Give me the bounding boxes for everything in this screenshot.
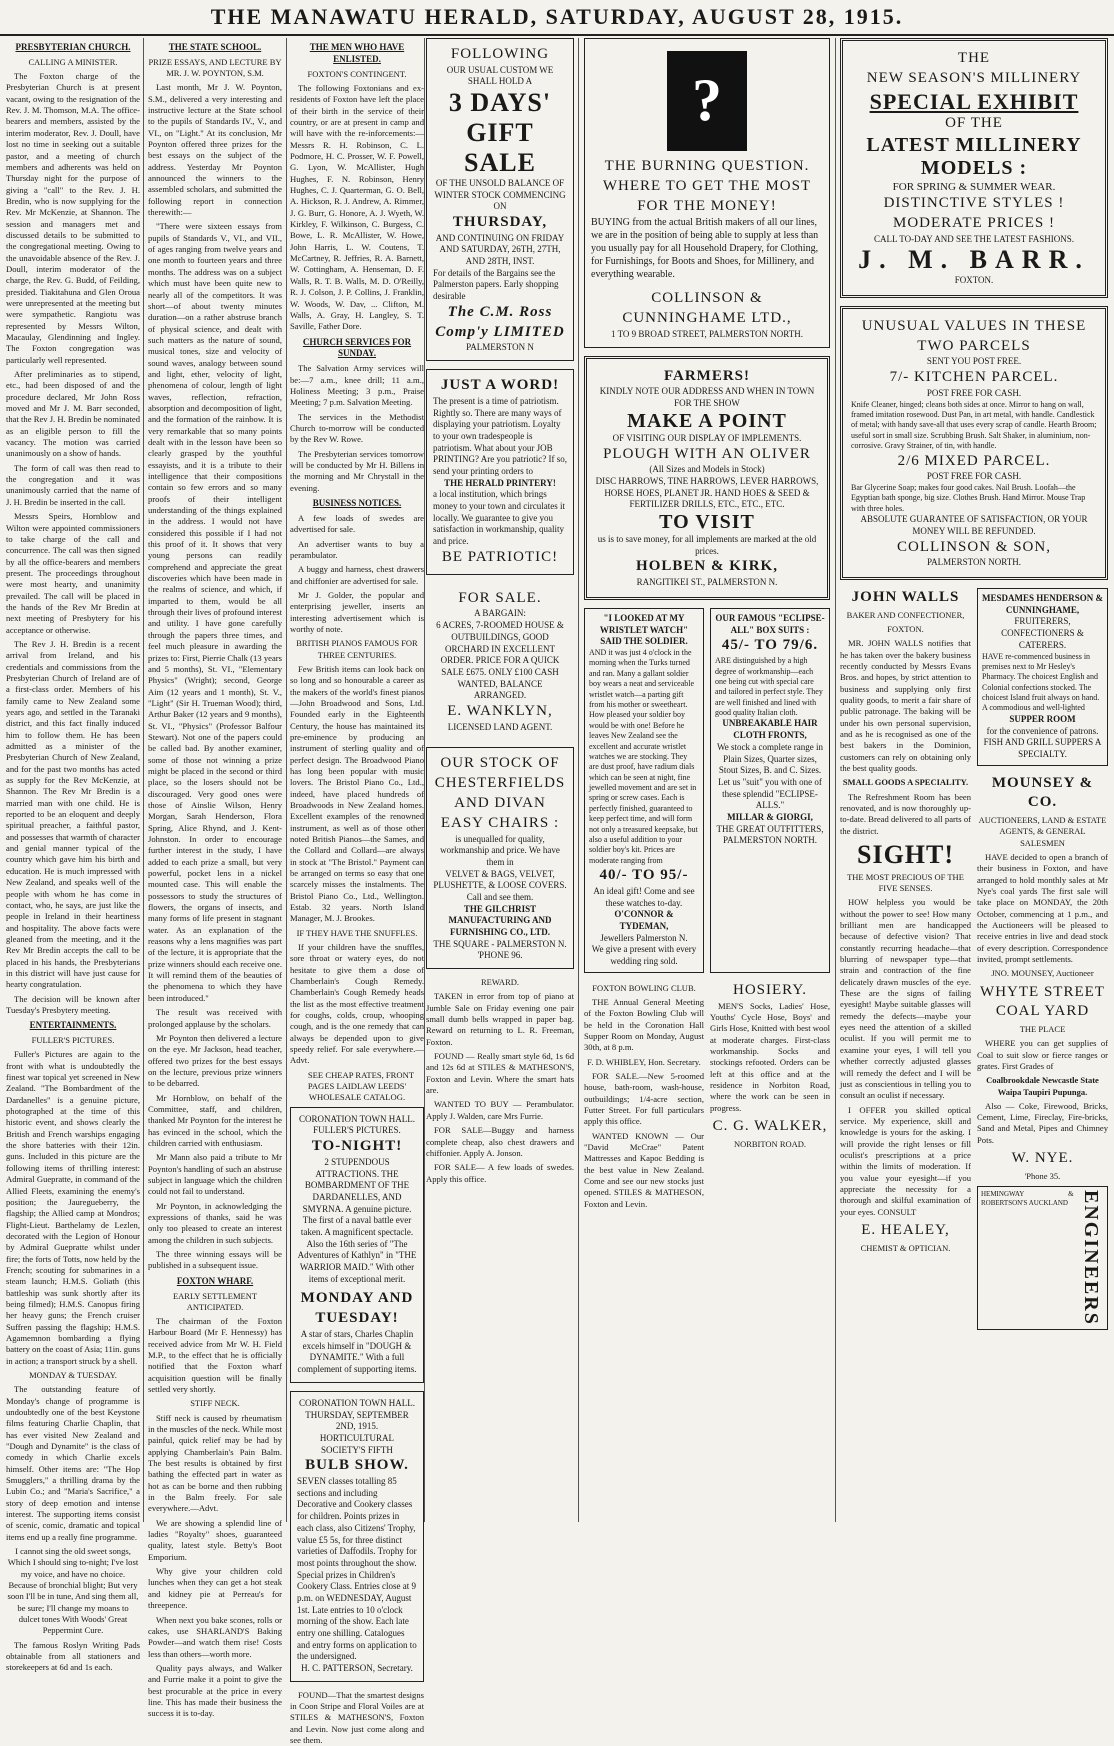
ad-headline: HOSIERY. xyxy=(733,981,807,998)
ad-headline: WHYTE STREET COAL YARD xyxy=(980,983,1105,1020)
ad-subtitle: THE PLACE xyxy=(1019,1024,1066,1035)
paragraph: The three winning essays will be published in a subsequent issue. xyxy=(148,1249,282,1271)
paragraph: "There were sixteen essays from pupils of Standards V., VI., and VII., of ages ranging from twelve years and one month to fourteen years and three months. The address was on a subject which must have been quite new to nearly all of the competitors. It was short—of about twenty minutes duration—on a rather abstruse branch of physical science, and dealt with such matters as the nature of sound, musical tones, size and velocity of sound waves, analogy between sound and light, ether, velocity of light, phenomena of colour, length of light waves, reflection, refraction, absorption and decomposition of light, and the formation of the rainbow. It is very remarkable that so many points dealt with in the lesson have been so clearly grasped by the youthful essayists, and it is a tribute to their intelligence that their compositions contain so few errors and so many proofs of their intelligent understanding of the things explained in the address. I would not have considered this possible if I had not this proof of it. It shows that very young persons can readily comprehend and appreciate the great discoveries which have been made in the realms of science, and which, if imparted to them, would be all through their lives of profound interest and utility. I have gone carefully through the papers three times, and feel much pleasure in awarding the prizes to: First, Pierrie Chalk (13 years and 5 months), St. VI., "Elementary Physics" (Wright); second, George Aim (12 years and 1 month), St. V., "Light" (Sir H. Trueman Wood); third, Arthur Baker (12 years and 9 months), St. VI., "Physics" (Professor Balfour Stewart). Not one of the papers could be called bad. By another examiner, some of those not winning a prize might be placed in the second or third place, so the losers should not be discouraged. Very good ones were those of Ainslie Wilson, Henry Morgan, Sarah Henderson, Flora Spring, Alice Rhynd, and J. Kent-Johnston. In order to encourage further interest in the study, I have added to each prize a small, but very powerful, pocket lens in a nickel mounted case. This will enable the possessors to study the structures of flowers, the organs of insects, and many forms of life present in stagnant water. As an explanation of the reasons why a lens magnifies was part of the lecture, it is appropriate that the prize winners should each receive one. It will remind them of the beauties of the phenomena to which they have been introduced." xyxy=(148,221,282,1003)
column-6 xyxy=(840,38,1108,1522)
ad-subtitle: A BARGAIN: xyxy=(474,608,526,619)
collinson-son-ad xyxy=(840,306,1108,580)
ad-headline: FARMERS! xyxy=(663,367,751,384)
ad-text: NEW SEASON'S MILLINERY xyxy=(866,69,1082,86)
ad-text: AND CONTINUING ON FRIDAY AND SATURDAY, 26TH, 27TH, AND 28TH, INST. xyxy=(435,232,565,267)
ad-day: THURSDAY, xyxy=(452,213,548,230)
ad-address: Jewellers Palmerston N. xyxy=(600,932,688,943)
ad-headline: 3 DAYS' GIFT SALE xyxy=(448,88,552,177)
paragraph: The following Foxtonians and ex-residents of Foxton have left the place of their birth in the service of their country, or are at present in camp and will have with the re-inforcements:—Messrs R. H. Robinson, C. L. Podmore, H. C. Prosser, W. F. Powell, G. Lyon, W. McAllister, Hugh Hughes, F. N. Robinson, Henry Hughes, C. J. Quarterman, G. O. Bell, A. Hickson, R. J. Andrew, A. Rimmer, J. G. Burr, G. Honore, A. J. Wyeth, W. Kirkley, F. Wilkinson, C. Burgess, C. Bowe, L. R. McAllister, W. Howe, John Harris, L. W. Coutens, T. McCartney, R. Jeffries, R. A. Barnett, W. Cottingham, A. Henseman, D. F. Walls, R. T. B. Walls, M. D. O'Reilly, R. J. Colson, J. P. Collins, J. Franklin, W. Woods, W. Dav, ... Clifton, M. Walls, A. Gray, H. Langley, S. T. Saville, Father Dore. xyxy=(290,82,424,332)
article-heading: THE STATE SCHOOL. xyxy=(168,42,262,52)
paragraph: Last month, Mr J. W. Poynton, S.M., delivered a very interesting and instructive lecture at the State school to the pupils of Standards IV., V., and VI., on "Light." At its conclusion, Mr Poynton offered three prizes for the best essays on the subject of the address. Yesterday Mr Poynton announced the winners to the assembled scholars, and submitted the following report in connection therewith:— xyxy=(148,82,282,218)
gilchrist-ad xyxy=(426,747,574,969)
paragraph: MEN'S Socks, Ladies' Hose, Youths' Cycle Hose, Boys' and Girls Hose, Knitted with best wool at moderate charges. First-class workmanship. Socks and stockings refooted. Orders can be left at this office and at the residence in Norbiton Road, where the work can be seen in progress. xyxy=(710,1000,830,1113)
article-subheading: FOXTON'S CONTINGENT. xyxy=(307,68,407,79)
ad-name: MESDAMES HENDERSON & CUNNINGHAME, xyxy=(982,593,1104,615)
article-subheading: STIFF NECK. xyxy=(190,1398,240,1409)
ad-subtitle: SENT YOU POST FREE. xyxy=(926,356,1022,367)
oconnor-tydeman-ad xyxy=(584,608,704,973)
ad-text: CALL TO-DAY AND SEE THE LATEST FASHIONS. xyxy=(874,233,1074,244)
ad-text: MODERATE PRICES ! xyxy=(892,214,1055,231)
ad-date: THURSDAY, SEPTEMBER 2ND, 1915. xyxy=(305,1409,409,1432)
ad-price: 45/- TO 79/6. xyxy=(721,637,819,654)
ad-text: We give a present with every wedding ring sold. xyxy=(591,944,697,967)
paragraph: The decision will be known after Tuesday's Presbytery meeting. xyxy=(6,993,140,1015)
ad-text: ABSOLUTE GUARANTEE OF SATISFACTION, OR YOUR MONEY WILL BE REFUNDED. xyxy=(860,514,1088,536)
paragraph: MR. JOHN WALLS notifies that he has taken over the bakery business recently conducted by Messrs Evans Bros. and hopes, by strict attention to business and supplying only first quality goods, to merit a fair share of public patronage. The baking will be under his own personal supervision, and as he is recognised as one of the best bakers in the Dominion, customers can rely on obtaining only the best quality goods. xyxy=(840,638,971,774)
ad-headline: LATEST MILLINERY xyxy=(866,133,1082,156)
column-2 xyxy=(148,38,282,1719)
ad-name: THE HERALD PRINTERY! xyxy=(444,477,556,488)
paragraph: Mr Poynton then delivered a lecture on the eye. Mr Jackson, head teacher, offered two prizes for the best essays on the lecture, previous prize winners to be debarred. xyxy=(148,1032,282,1089)
ad-headline: OUR STOCK OF CHESTERFIELDS AND DIVAN EASY CHAIRS : xyxy=(434,755,566,831)
column-rule xyxy=(143,38,144,1522)
article-heading: CHURCH SERVICES FOR SUNDAY. xyxy=(302,336,412,359)
ad-subtitle: HORTICULTURAL SOCIETY'S FIFTH xyxy=(319,1432,395,1455)
ad-address: 1 TO 9 BROAD STREET, PALMERSTON NORTH. xyxy=(611,328,803,339)
ad-town: FOXTON. xyxy=(954,275,994,286)
jm-barr-millinery-ad xyxy=(840,38,1108,298)
paragraph: The Foxton charge of the Presbyterian Church is at present vacant, owing to the resignation of the Rev. J. M. Thomson, M.A. The office-bearers and members, assisted by the interim moderator, Rev. J. Doull, have lost no time in seeking out a suitable pastor, and a meeting of church members and adherents was held on Thursday night for the purpose of giving a "call" to the Rev. J. H. Bredin, who is now supplying for the Rev. Mr McKenzie, at Shannon. The session and managers met and discussed details to be submitted to the congregational meeting. Owing to the unavoidable absence of the Rev. J. Doull, interim moderator of the charge, the Rev. G. Budd, of Feilding, presided. Tiakitahuna and Glen Oroua were unrepresented at the meeting but were sympathetic. Rangiotu was represented by Messrs Wilton, Macaulay, Glendinning and Ingley. The Foxton congregation was particularly well represented. xyxy=(6,71,140,365)
ad-role: FRUITERERS, CONFECTIONERS & CATERERS. xyxy=(1001,616,1084,650)
ad-town: FOXTON. xyxy=(887,624,924,635)
paragraph: TAKEN in error from top of piano at Jumble Sale on Friday evening one pair small dumb bells wrapped in paper bag. Reward on returning to L. R. Freeman, Foxton. xyxy=(426,991,574,1047)
ad-title: CORONATION TOWN HALL. xyxy=(299,1113,415,1124)
ad-text: HEMINGWAY & ROBERTSON'S AUCKLAND xyxy=(981,1190,1074,1208)
ad-name: COLLINSON & CUNNINGHAME LTD., xyxy=(622,290,792,327)
article-subheading: BRITISH PIANOS FAMOUS FOR THREE CENTURIES. xyxy=(296,638,418,660)
paragraph: Mr Hornblow, on behalf of the Committee, staff, and children, thanked Mr Poynton for the interest he has evinced in the school, which the children carried with enthusiasm. xyxy=(148,1092,282,1148)
ad-name: E. WANKLYN, xyxy=(447,702,553,719)
ad-town: PALMERSTON N xyxy=(466,342,534,353)
ad-text: Call and see them. xyxy=(466,892,534,903)
ad-row xyxy=(840,588,1108,1330)
paragraph: SEE CHEAP RATES, FRONT PAGES LAIDLAW LEEDS' WHOLESALE CATALOG. xyxy=(307,1069,415,1103)
paragraph: The Rev J. H. Bredin is a recent arrival from Ireland, and his credentials and commissions from the Presbyterian Church of Ireland are of a first-class order. Members of his family came to New Zealand some years ago, and settled in the Taranaki district, and this fact finally induced him to follow them. He has been admitted as a minister of the Presbyterian Church of New Zealand, and for the past two months has acted as supply for the Rev McKenzie, at Shannon. The Rev Mr Bredin is a married man with one child. He is reported to be an eloquent and deeply spiritual preacher, a faithful pastor, and possesses that warmth of character and genial manner typical of the country which gave him his birth and education. He is much impressed with New Zealand, and speaks well of the people with whom he has come in contact, who, he says, are just like the people in Ireland in their heartiness and hospitality. The above facts were gleaned from the meeting, and it the Rev Mr Bredin accepts the call to be placed in his hands, the Presbyterians in this district will have just cause for hearty congratulation. xyxy=(6,638,140,990)
ad-text: Let us "suit" you with one of these splendid "ECLIPSE-ALLS." xyxy=(718,776,822,811)
ad-text: AND it was just 4 o'clock in the morning when the Turks turned and ran. Many a gallant soldier boy wears a neat and serviceable wristlet watch—a parting gift from his mother or sweetheart. How pleased your soldier boy would be with one! Before he leaves New Zealand see the excellent and accurate wristlet watches we are stocking. They are dust proof, have radium dials which can be seen at night, fine jewelled movement and are set in spring or screw cases. Each is perfectly finished, guaranteed to keep perfect time, and will form not only a treasured keepsake, but also a useful addition to your soldier boy's kit. Prices are moderate ranging from xyxy=(589,648,698,865)
ad-list: Coalbrookdale Newcastle State Waipa Taupiri Pupunga. xyxy=(986,1075,1099,1097)
ad-text: An ideal gift! Come and see these watches to-day. xyxy=(593,886,695,908)
ad-text: OUR USUAL CUSTOM WE SHALL HOLD A xyxy=(446,64,554,87)
ad-text: OF THE xyxy=(945,114,1003,131)
ad-text: 6 ACRES, 7-ROOMED HOUSE & OUTBUILDINGS, GOOD ORCHARD IN EXCELLENT ORDER. PRICE FOR A QUICK SALE £675. ONLY £100 CASH WANTED, BALANCE ARRANGED. xyxy=(436,620,564,701)
ad-phone: 'Phone 35. xyxy=(1024,1170,1061,1181)
ad-text: HAVE re-commenced business in premises next to Mr Hesley's Pharmacy. The choicest English and Colonial confections stocked. The choicest Island fruit always on hand. A commodious and well-lighted xyxy=(982,651,1100,713)
ad-text: FOR SPRING & SUMMER WEAR. xyxy=(892,180,1056,193)
holben-kirk-ad xyxy=(584,356,830,600)
ad-headline: ENGINEERS xyxy=(1080,1190,1102,1326)
ad-note: (All Sizes and Models in Stock) xyxy=(649,464,765,475)
ad-text: SEVEN classes totalling 85 sections and including Decorative and Cookery classes for children. Points prizes in each class, also Citizens' Trophy, value £5 5s, for three distinct varieties of Daffodils. Trophy for most points throughout the show. Special prizes in Children's Cookery Class. Entries close at 9 p.m. on WEDNESDAY, August 1st. Late entries to 10 o'clock morning of the show. Each late entry one shilling. Catalogues and entry forms on application to the undersigned. xyxy=(297,1476,417,1662)
paragraph: FOUND—That the smartest designs in Coon Stripe and Floral Voiles are at STILES & MATHESON'S, Foxton and Levin. Now just come along and see them. xyxy=(290,1689,424,1746)
paragraph: The famous Roslyn Writing Pads obtainable from all stationers and storekeepers at 6d and 1s each. xyxy=(6,1639,140,1673)
ad-name: JOHN WALLS xyxy=(851,589,960,606)
ad-text: for the convenience of patrons. FISH AND GRILL SUPPERS A SPECIALTY. xyxy=(983,725,1102,759)
paragraph: I OFFER you skilled optical service. My experience, skill and knowledge is yours for the asking. I will provide the right lenses or fill oculist's prescriptions at a price within the limits of moderation. If you value your eyesight—if you appreciate the necessity for a thorough and skilful examination of your eyes. CONSULT xyxy=(840,1104,971,1217)
ad-headline: THE BURNING QUESTION. WHERE TO GET THE MOST FOR THE MONEY! xyxy=(602,158,812,214)
gift-sale-ad xyxy=(426,38,574,361)
ad-text: OF VISITING OUR DISPLAY OF IMPLEMENTS. xyxy=(612,432,802,443)
column-rule xyxy=(286,38,287,1522)
column-3 xyxy=(290,38,424,1746)
engineers-ad xyxy=(977,1186,1108,1330)
john-walls-ad xyxy=(840,588,971,1330)
ad-name: MILLAR & GIORGI, xyxy=(727,811,813,822)
ad-headline: 2/6 MIXED PARCEL. xyxy=(897,452,1051,469)
paragraph: The chairman of the Foxton Harbour Board (Mr F. Hennessy) has received advice from Mr W. H. Field M.P., to the effect that he is officially notified that the Foxton wharf acquisition question will be finally settled very shortly. xyxy=(148,1316,282,1395)
ad-text: a local institution, which brings money to your town and circulates it locally. We guarantee to give you satisfaction in workmanship, quality and price. xyxy=(433,489,565,547)
ad-subtitle: FULLER'S PICTURES. xyxy=(313,1125,401,1136)
ad-address: NORBITON ROAD. xyxy=(733,1138,807,1149)
ad-row xyxy=(584,608,830,981)
article-subheading: CALLING A MINISTER. xyxy=(28,56,118,67)
ad-text: BUYING from the actual British makers of all our lines, we are in the position of being able to supply at less than you usually pay for all Household Drapery, for Clothing, for Furnishings, for Boots and Shoes, for Millinery, and everything wearable. xyxy=(591,217,819,281)
ad-note: POST FREE FOR CASH. xyxy=(926,387,1022,398)
paragraph: Quality pays always, and Walker and Furrie make it a point to give the best procurable at the price in every line. This has made their business the success it is to-day. xyxy=(148,1662,282,1719)
paragraph: The outstanding feature of Monday's change of programme is undoubtedly one of the best Keystone films featuring Charlie Chaplin, that has ever visited New Zealand and "Dough and Dynamite" is the class of comedy in which Charlie excels himself. Other items are: "The Hop Smugglers," a thrilling drama by the Lubin Co.; and "Maria's Sacrifice," a story of deep emotion and intense interest. The supporting items consist of scenic, comic, dramatic and topical items end up a really fine programme. xyxy=(6,1384,140,1542)
article-subheading: FULLER'S PICTURES. xyxy=(31,1035,115,1046)
paragraph: Why give your children cold lunches when they can get a hot steak and kidney pie at Perreau's for threepence. xyxy=(148,1566,282,1611)
article-subheading: IF THEY HAVE THE SNUFFLES. xyxy=(296,927,418,938)
paragraph: THE Annual General Meeting of the Foxton Bowling Club will be held in the Coronation Hall Supper Room on Monday, August 30th, at 8 p.m. xyxy=(584,997,704,1053)
ad-headline: UNUSUAL VALUES IN THESE TWO PARCELS xyxy=(861,317,1087,354)
ad-headline: FOXTON BOWLING CLUB. xyxy=(592,982,696,993)
paragraph: Stiff neck is caused by rheumatism in the muscles of the neck. While most painful, quick relief may be had by applying Chamberlain's Pain Balm. The best results is obtained by first bathing the effected part in water as hot as can be borne and then rubbing in the Balm freely. For sale everywhere.—Advt. xyxy=(148,1412,282,1514)
henderson-cunninghame-ad xyxy=(977,588,1108,766)
article-heading: FOXTON WHARF. xyxy=(176,1275,254,1286)
paragraph: WANTED TO BUY — Perambulator. Apply J. Walden, care Mrs Furrie. xyxy=(426,1099,574,1121)
ad-address: THE GREAT OUTFITTERS, PALMERSTON NORTH. xyxy=(716,823,824,846)
article-heading: PRESBYTERIAN CHURCH. xyxy=(15,42,131,52)
ad-role: AUCTIONEERS, LAND & ESTATE AGENTS, & GENERAL SALESMEN xyxy=(978,815,1107,848)
collinson-cunninghame-ad xyxy=(584,38,830,348)
ad-text: OF THE UNSOLD BALANCE OF WINTER STOCK COMMENCING ON xyxy=(434,177,566,212)
ad-text: us is to save money, for all implements are marked at the old prices. xyxy=(597,534,817,556)
ad-text: A star of stars, Charles Chaplin excels himself in "DOUGH & DYNAMITE." With a full complement of supporting items. xyxy=(297,1329,417,1375)
paragraph: The form of call was then read to the congregation and it was unanimously carried that the name of J. H. Bredin be inserted in the call. xyxy=(6,462,140,507)
paragraph: WANTED KNOWN — Our "David McCrae" Patent Mattresses and Kapoc Bedding is the best value in New Zealand. Come and see our new stocks just opened. STILES & MATHESON, Foxton and Levin. xyxy=(584,1130,704,1209)
paragraph: Messrs Speirs, Hornblow and Wilton were appointed commissioners to take charge of the call and concurrence. The call was then signed by all the office-bearers and members present. The proceedings throughout were most hearty, and unanimity prevailed. The call will be placed in the hands of the Rev Mr Bredin at next meeting of Presbytery for his acceptance or otherwise. xyxy=(6,511,140,635)
ad-name: W. NYE. xyxy=(1011,1150,1074,1167)
ad-list: DISC HARROWS, TINE HARROWS, LEVER HARROWS, HORSE HOES, PLANET JR. HAND HOES & SEED & FERTILIZER DRILLS, ETC., ETC., ETC. xyxy=(595,476,819,510)
column-rule xyxy=(578,38,579,1522)
column-4 xyxy=(426,38,574,1522)
paragraph: An advertiser wants to buy a perambulator. xyxy=(290,538,424,560)
ad-address: RANGITIKEI ST., PALMERSTON N. xyxy=(636,577,778,588)
ad-signature: F. D. WHIBLEY, Hon. Secretary. xyxy=(587,1056,701,1067)
paragraph: Mr Mann also paid a tribute to Mr Poynton's handling of such an abstruse subject in language which the children could not fail to understand. xyxy=(148,1152,282,1197)
paragraph: Mr J. Golder, the popular and enterprising jeweller, inserts an interesting advertisement which is worthy of note. xyxy=(290,590,424,635)
millar-giorgi-ad xyxy=(710,608,830,973)
ad-list: Bar Glycerine Soap; makes four good cakes. Nail Brush. Loofah—the Egyptian bath sponge, big size. Clothes Brush. Hand Mirror. Mouse Trap with three holes. xyxy=(851,483,1086,513)
ad-headline: SPECIAL EXHIBIT xyxy=(869,88,1079,114)
article-heading: THE MEN WHO HAVE ENLISTED. xyxy=(309,42,405,64)
paragraph: Fuller's Pictures are again to the front with what is undoubtedly the finest war topical yet screened in New Zealand. "The Bombardment of the Dardanelles" is a genuine picture, photographed at the time of this historic event, and shows clearly the British and French warships engaging the shore batteries with their 12in. guns. Included in this picture are the following items of thrilling interest: Admiral Guepratte, in command of the Allied Fleets, examining the enemy's position; the Jauregueberry, the flagship; the Allied camp at Mondros; Flight-Lieut. Barthelamy de Lezlen, decorated with the Legion of Honour by Admiral Guepratte whilst under fire; the forts of Totts, now held by the French; scouting for submarines in a steam launch; H.M.S. Goliath (this battleship was sunk shortly after its being filmed); H.M.S. Canopus firing her heavy guns; the French cruiser Suffren passing the flagship; H.M.S. Agamemnon bombarding a flying battery on the coast of Asia; 11in. guns in action; a transport struck by a shell. xyxy=(6,1049,140,1366)
ad-headline: "I LOOKED AT MY WRISTLET WATCH" SAID THE SOLDIER. xyxy=(599,612,689,647)
ad-list: Knife Cleaner, hinged; cleans both sides at once. Mirror to hang on wall, framed imitation rosewood. Dust Pan, in art metal, with handle. Candlestick of metal; with handy save-all that uses every scrap of candle. Hearth Broom; useful sort in small size. Scrubbing Brush. Salt Shaker, in aluminium, non-corrosive. Gravy Strainer, of tin, with handle. xyxy=(851,399,1097,451)
fullers-pictures-ad xyxy=(290,1107,424,1383)
paragraph: Few British items can look back on so long and so honourable a career as the makers of the world's finest pianos—John Broadwood and Sons, Ltd. Founded early in the Eighteenth Century, the house has maintained its pre-eminence by producing an instrument of sterling quality and of perfect design. The Broadwood Piano has long been popular with music lovers. The Bristol Piano Co., Ltd., indeed, have placed hundreds of Broadwoods in New Zealand homes. Excellent examples of the renowned instrument, as well as of those other noted British Pianos—the Sames, and the Collard and Collard—are always in stock at "The Bristol." Payment can be arranged on terms so easy that one scarcely misses the instalments. The Bristol Piano Co., Ltd., Wellington. Estab. 32 years. North Island Manager, M. J. Brookes. xyxy=(290,663,424,924)
hosiery-ad xyxy=(710,981,830,1213)
ad-headline: JUST A WORD! xyxy=(440,377,560,394)
article-subheading: MONDAY & TUESDAY. xyxy=(29,1370,117,1380)
ad-text: 2 STUPENDOUS ATTRACTIONS. THE BOMBARDMENT OF THE DARDANELLES, AND SMYRNA. A genuine picture. The first of a naval battle ever taken. A magnificent spectacle. Also the 16th series of "The Adventures of Kathlyn" in "THE WARRIOR MAID." With other items of exceptional merit. xyxy=(297,1156,417,1284)
paragraph: The services in the Methodist Church to-morrow will be conducted by the Rev W. Rowe. xyxy=(290,411,424,445)
ad-headline: PLOUGH WITH AN OLIVER xyxy=(603,445,811,462)
ad-headline: 7/- KITCHEN PARCEL. xyxy=(889,369,1059,386)
paragraph: The Refreshment Room has been renovated, and is now thoroughly up-to-date. Bread delivered to all parts of the district. xyxy=(840,791,971,836)
ad-name: COLLINSON & SON, xyxy=(897,538,1051,555)
ad-headline: TO VISIT xyxy=(659,511,755,534)
ad-text: For details of the Bargains see the Palmerston papers. Early shopping desirable xyxy=(433,267,559,302)
ad-name: HOLBEN & KIRK, xyxy=(636,558,778,575)
ad-headline: MODELS : xyxy=(920,156,1028,179)
ad-subtitle: SMALL GOODS A SPECIALITY. xyxy=(842,777,969,788)
paragraph: WHERE you can get supplies of Coal to suit slow or fierce ranges or grates. First Grades of xyxy=(977,1038,1108,1072)
masthead: THE MANAWATU HERALD, SATURDAY, AUGUST 28, 1915. xyxy=(0,4,1114,36)
ad-signature: JNO. MOUNSEY, Auctioneer xyxy=(991,968,1094,979)
ad-price: 40/- TO 95/- xyxy=(599,867,689,884)
ad-list: VELVET & BAGS, VELVET, PLUSHETTE, & LOOSE COVERS. xyxy=(433,868,567,891)
paragraph: HOW helpless you would be without the power to see! How many brilliant men are handicapped because of defective vision? That constantly recurring headache—that blurring of newspaper type—that strain and contraction of the fine delicately drawn muscles of the eye. These are the signs of failing eyesight! Maybe suitable glasses will remedy the defects—maybe your eyes need the attention of a skilled oculist. If you will permit me to examine your eyes, I will tell you whether correctly adjusted glasses will remedy the defect and I will be just as conscientious in telling you to consult an oculist if necessary. xyxy=(840,897,971,1101)
ad-headline: FOR SALE. xyxy=(458,589,542,606)
ad-text: ARE distinguished by a high degree of workmanship—each one being cut with special care and tailored in perfect style. They are well finished and lined with good quality Italian cloth. xyxy=(715,656,823,718)
paragraph: HAVE decided to open a branch of their business in Foxton, and have arranged to hold monthly sales at Mr Nye's coal yards The first sale will take place on MONDAY, the 20th October, commencing at 1 p.m., and the Auctioneers will be pleased to receive entries in live and dead stock of every description. Correspondence invited, prompt settlements. xyxy=(977,851,1108,964)
paragraph: FOR SALE— A few loads of swedes. Apply this office. xyxy=(426,1162,574,1184)
ad-headline: MAKE A POINT xyxy=(627,409,787,432)
ad-headline: TO-NIGHT! xyxy=(311,1138,403,1155)
bulb-show-ad xyxy=(290,1391,424,1682)
ad-town: PALMERSTON NORTH. xyxy=(927,557,1021,568)
column-1 xyxy=(6,38,140,1673)
ad-headline: BULB SHOW. xyxy=(305,1457,409,1474)
paragraph: FOR SALE.—New 5-roomed house, bath-room, wash-house, outbuildings; 1/4-acre section, Futter Street. For full particulars apply this office. xyxy=(584,1070,704,1127)
ad-role: CHEMIST & OPTICIAN. xyxy=(860,1242,951,1253)
ad-text: is unequalled for quality, workmanship and price. We have them in xyxy=(440,833,560,867)
ad-name: C. G. WALKER, xyxy=(712,1118,828,1135)
notices-left xyxy=(584,981,704,1213)
article-heading: ENTERTAINMENTS. xyxy=(29,1020,117,1031)
ad-title: CORONATION TOWN HALL. xyxy=(299,1397,415,1408)
herald-printery-ad xyxy=(426,369,574,575)
paragraph: After preliminaries as to stipend, etc., had been disposed of and the procedure declared, Mr John Ross moved and Mr J. M. Barr seconded, that the Rev J. H. Bredin be nominated as an eligible person to fill the vacancy. The motion was carried unanimously on a show of hands. xyxy=(6,369,140,459)
ad-headline: OUR FAMOUS "ECLIPSE-ALL" BOX SUITS : xyxy=(715,612,825,635)
column-5 xyxy=(584,38,830,1522)
for-sale-ad xyxy=(426,583,574,740)
ad-subtitle: SUPPER ROOM xyxy=(1009,713,1076,724)
ad-name: J. M. BARR. xyxy=(858,245,1090,275)
ad-role: LICENSED LAND AGENT. xyxy=(447,721,553,732)
ad-text: FOLLOWING xyxy=(450,46,550,62)
ad-note: POST FREE FOR CASH. xyxy=(926,471,1022,482)
ad-subtitle: UNBREAKABLE HAIR CLOTH FRONTS, xyxy=(722,718,818,741)
paragraph: FOR SALE—Buggy and harness complete cheap, also chest drawers and chiffonier. Apply A. Jonson. xyxy=(426,1125,574,1158)
ad-role: BAKER AND CONFECTIONER, xyxy=(846,609,965,620)
paragraph: When next you bake scones, rolls or cakes, use SHARLAND'S Baking Powder—and watch them rise! Costs less than others—worth more. xyxy=(148,1614,282,1659)
question-mark-icon: ? xyxy=(667,51,747,151)
ad-name: E. HEALEY, xyxy=(861,1221,950,1238)
ad-name: O'CONNOR & TYDEMAN, xyxy=(614,909,674,932)
column-rule xyxy=(835,38,836,1522)
ad-text: KINDLY NOTE OUR ADDRESS AND WHEN IN TOWN FOR THE SHOW xyxy=(599,386,815,409)
poem: I cannot sing the old sweet songs, Which I should sing to-night; I've lost my voice, and have no choice. Because of bronchial blight; But very soon I'll be in tune, And sing them all, be sure; I'll change my moans to dulcet tones With Woods' Great Peppermint Cure. xyxy=(7,1546,139,1636)
article-subheading: PRIZE ESSAYS, AND LECTURE BY MR. J. W. POYNTON, S.M. xyxy=(148,56,282,79)
paragraph: Also — Coke, Firewood, Bricks, Cement, Lime, Fireclay, Fire-bricks, Sand and Metal, Pipes and Chimney Pots. xyxy=(977,1100,1108,1145)
paragraph: A few loads of swedes are advertised for sale. xyxy=(290,512,424,535)
paragraph: If your children have the snuffles, sore throat or watery eyes, do not hesitate to give them a dose of Chamberlain's Cough Remedy. Chamberlain's Cough Remedy heads the list as the most effective treatment for coughs, colds, croup, whooping cough, and is the one remedy that can always be depended upon to give speedy relief. For sale everywhere.—Advt. xyxy=(290,941,424,1066)
ad-headline: SIGHT! xyxy=(856,840,955,870)
ad-name: THE GILCHRIST MANUFACTURING AND FURNISHING CO., LTD. xyxy=(448,903,552,938)
ad-text: THE xyxy=(957,50,991,66)
ad-row xyxy=(584,981,830,1213)
ad-headline: MONDAY AND TUESDAY! xyxy=(300,1290,414,1327)
article-heading: BUSINESS NOTICES. xyxy=(312,498,402,509)
paragraph: FOUND — Really smart style 6d, 1s 6d and 12s 6d at STILES & MATHESON'S, Foxton and Levin. Where the smart hats are. xyxy=(426,1051,574,1096)
paragraph: The Presbyterian services tomorrow will be conducted by Mr H. Billens in the morning and Mr Chrystall in the evening. xyxy=(290,448,424,493)
ad-address: THE SQUARE - PALMERSTON N. 'PHONE 96. xyxy=(433,938,567,961)
ad-subtitle: THE MOST PRECIOUS OF THE FIVE SENSES. xyxy=(847,871,964,894)
ad-headline: REWARD. xyxy=(480,977,519,988)
cm-ross-logo: The C.M. Ross Comp'y LIMITED xyxy=(435,303,565,340)
article-subheading: EARLY SETTLEMENT ANTICIPATED. xyxy=(172,1290,258,1312)
column-rule xyxy=(424,38,425,1522)
ad-text: We stock a complete range in Plain Sizes, Quarter sizes, Stout Sizes, B. and C. Sizes. xyxy=(717,741,823,776)
right-ads xyxy=(977,588,1108,1330)
ad-text: DISTINCTIVE STYLES ! xyxy=(883,194,1065,211)
paragraph: Mr Poynton, in acknowledging the expressions of thanks, said he was only too pleased to create an interest among the children in such subjects. xyxy=(148,1200,282,1245)
paragraph: The result was received with prolonged applause by the scholars. xyxy=(148,1007,282,1029)
paragraph: A buggy and harness, chest drawers and chiffonier are advertised for sale. xyxy=(290,564,424,586)
ad-name: MOUNSEY & CO. xyxy=(991,774,1094,811)
paragraph: We are showing a splendid line of ladies "Royalty" shoes, guaranteed quality, latest style. Betty's Boot Emporium. xyxy=(148,1517,282,1562)
ad-signature: H. C. PATTERSON, Secretary. xyxy=(301,1663,413,1674)
ad-headline: BE PATRIOTIC! xyxy=(441,548,559,565)
paragraph: The Salvation Army services will be:—7 a.m., knee drill; 11 a.m., Holiness Meeting; 3 p.m., Praise Meeting; 7 p.m. Salvation Meeting. xyxy=(290,363,424,408)
ad-text: The present is a time of patriotism. Rightly so. There are many ways of displaying your patriotism. Loyalty to your own tradespeople is patriotism. What about your JOB PRINTING? Are you patriotic? If so, send your printing orders to xyxy=(433,395,567,477)
